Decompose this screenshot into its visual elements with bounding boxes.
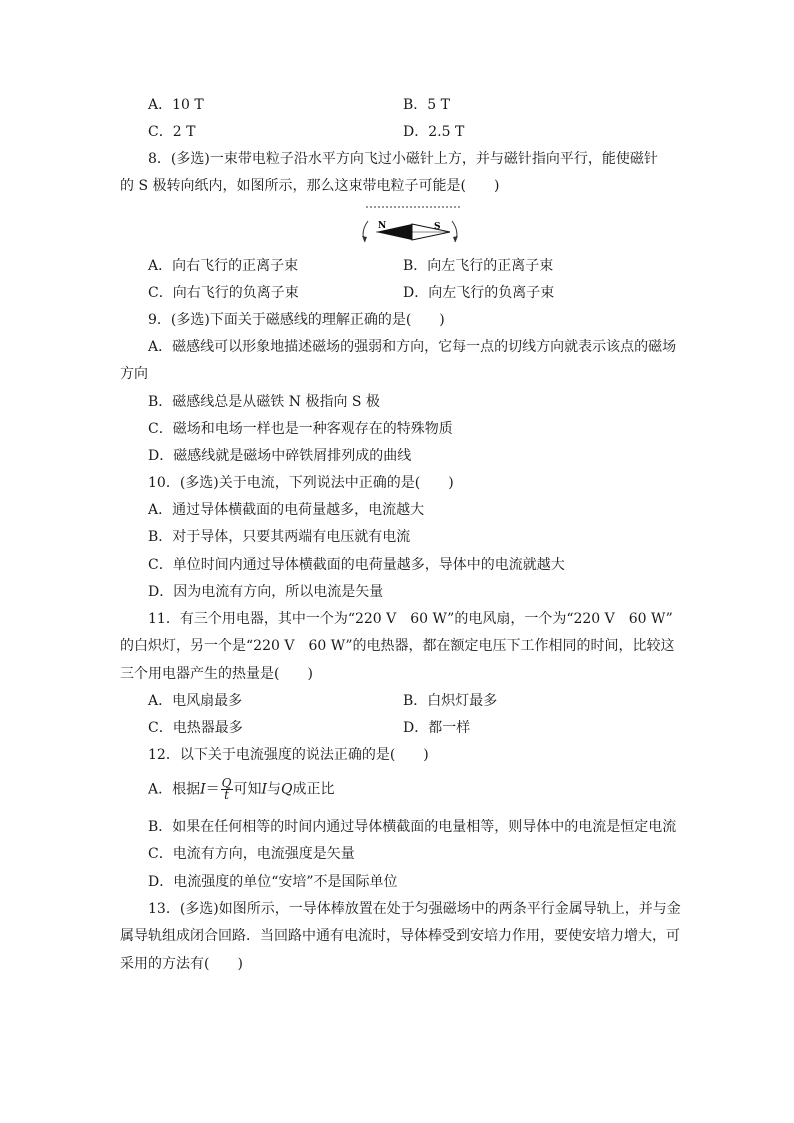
compass-needle-diagram xyxy=(358,202,462,246)
q8-stem-line-2: 的 S 极转向纸内，如图所示，那么这束带电粒子可能是( ) xyxy=(120,178,500,194)
q7-option-d: D．2.5 T xyxy=(403,124,465,140)
q8-option-d: D．向左飞行的负离子束 xyxy=(403,285,555,301)
q8-option-a: A．向右飞行的正离子束 xyxy=(148,258,299,274)
q11-stem-line-1: 11．有三个用电器，其中一个为“220 V 60 W”的电风扇，一个为“220 V 60 W” xyxy=(148,611,673,627)
q7-option-a: A．10 T xyxy=(148,97,204,113)
q11-option-d: D．都一样 xyxy=(403,720,471,736)
q7-option-b: B．5 T xyxy=(403,97,450,113)
q13-stem-line-2: 属导轨组成闭合回路．当回路中通有电流时，导体棒受到安培力作用，要使安培力增大，可 xyxy=(120,928,680,944)
q10-option-a: A．通过导体横截面的电荷量越多，电流越大 xyxy=(148,502,425,518)
q10-option-c: C．单位时间内通过导体横截面的电荷量越多，导体中的电流就越大 xyxy=(148,557,565,573)
q11-option-a: A．电风扇最多 xyxy=(148,693,243,709)
q9-stem: 9．(多选)下面关于磁感线的理解正确的是( ) xyxy=(148,312,445,328)
q13-stem-line-1: 13．(多选)如图所示，一导体棒放置在处于匀强磁场中的两条平行金属导轨上，并与金 xyxy=(148,901,681,917)
q11-stem-line-2: 的白炽灯，另一个是“220 V 60 W”的电热器，都在额定电压下工作相同的时间，比较这 xyxy=(120,638,675,654)
q12-stem: 12．以下关于电流强度的说法正确的是( ) xyxy=(148,747,429,763)
q9-option-c: C．磁场和电场一样也是一种客观存在的特殊物质 xyxy=(148,421,453,437)
s-pole-label: S xyxy=(434,222,441,232)
q10-option-b: B．对于导体，只要其两端有电压就有电流 xyxy=(148,529,411,545)
q8-stem-line-1: 8．(多选)一束带电粒子沿水平方向飞过小磁针上方，并与磁针指向平行，能使磁针 xyxy=(148,151,658,167)
q8-option-b: B．向左飞行的正离子束 xyxy=(403,258,554,274)
q12-option-b: B．如果在任何相等的时间内通过导体横截面的电量相等，则导体中的电流是恒定电流 xyxy=(148,819,677,835)
q12-option-a: A．根据I＝ $\frac{Q}{t}$ 可知I与Q成正比 xyxy=(148,776,335,802)
q8-option-c: C．向右飞行的负离子束 xyxy=(148,285,299,301)
q7-option-c: C．2 T xyxy=(148,124,196,140)
q9-option-a-line-1: A．磁感线可以形象地描述磁场的强弱和方向，它每一点的切线方向就表示该点的磁场 xyxy=(148,339,677,355)
q12-fraction: $\frac{Q}{t}$ xyxy=(221,776,232,802)
q9-option-b: B．磁感线总是从磁铁 N 极指向 S 极 xyxy=(148,394,380,410)
q9-option-d: D．磁感线就是磁场中碎铁屑排列成的曲线 xyxy=(148,448,412,464)
n-pole-label: N xyxy=(378,221,387,231)
q11-option-b: B．白炽灯最多 xyxy=(403,693,498,709)
q10-stem: 10．(多选)关于电流，下列说法中正确的是( ) xyxy=(148,475,454,491)
q12-option-c: C．电流有方向，电流强度是矢量 xyxy=(148,846,355,862)
q10-option-d: D．因为电流有方向，所以电流是矢量 xyxy=(148,584,384,600)
q11-stem-line-3: 三个用电器产生的热量是( ) xyxy=(120,666,313,682)
q11-option-c: C．电热器最多 xyxy=(148,720,243,736)
q9-option-a-line-2: 方向 xyxy=(120,366,148,382)
q12-option-d: D．电流强度的单位“安培”不是国际单位 xyxy=(148,874,398,890)
q13-stem-line-3: 采用的方法有( ) xyxy=(120,956,243,972)
